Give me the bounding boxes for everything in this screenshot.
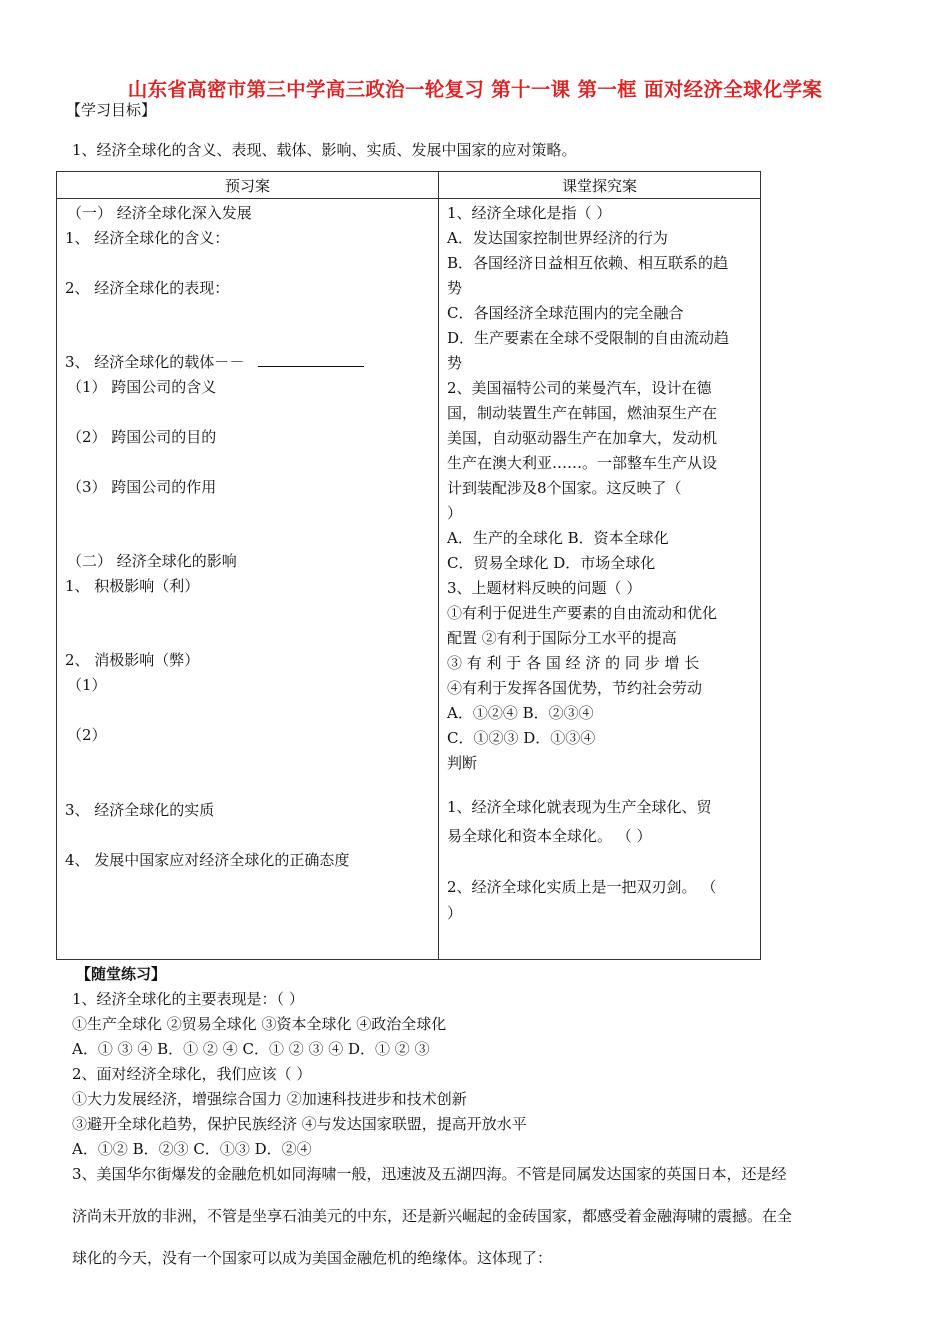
judge-2-line-1: 2、经济全球化实质上是一把双刃剑。 （	[447, 878, 717, 896]
study-table	[56, 171, 761, 960]
q3-item-1: ①有利于促进生产要素的自由流动和优化	[447, 604, 718, 622]
item-negative-1: （1）	[67, 676, 107, 694]
goal-1: 1、经济全球化的含义、表现、载体、影响、实质、发展中国家的应对策略。	[72, 141, 577, 159]
q3-options-cd: C．①②③ D．①③④	[447, 729, 596, 747]
q2-stem-2: 国，制动装置生产在韩国，燃油泵生产在	[447, 404, 718, 422]
q1-option-d-cont: 势	[447, 354, 463, 372]
practice-q1-options: A．① ③ ④ B．① ② ④ C．① ② ③ ④ D．① ② ③	[72, 1040, 430, 1058]
judge-heading: 判断	[447, 754, 478, 772]
section-2-heading: （二） 经济全球化的影响	[67, 552, 237, 570]
q1-option-c: C．各国经济全球范围内的完全融合	[447, 304, 684, 322]
practice-q1-stem: 1、经济全球化的主要表现是：（ ）	[72, 990, 304, 1008]
q1-option-d: D．生产要素在全球不受限制的自由流动趋	[447, 329, 730, 347]
item-meaning: 1、 经济全球化的含义：	[65, 229, 230, 247]
item-attitude: 4、 发展中国家应对经济全球化的正确态度	[65, 851, 350, 869]
header-inquiry: 课堂探究案	[439, 172, 761, 199]
item-negative-2: （2）	[67, 726, 107, 744]
q3-options-ab: A．①②④ B．②③④	[447, 704, 594, 722]
q2-options-ab: A．生产的全球化 B．资本全球化	[447, 529, 669, 547]
q3-item-3: ③ 有 利 于 各 国 经 济 的 同 步 增 长	[447, 654, 700, 672]
practice-q2-items-1: ①大力发展经济，增强综合国力 ②加速科技进步和技术创新	[72, 1090, 467, 1108]
preview-column	[57, 199, 439, 960]
practice-q2-stem: 2、面对经济全球化，我们应该（ ）	[72, 1065, 312, 1083]
practice-q3-line-2: 济尚未开放的非洲，不管是坐享石油美元的中东，还是新兴崛起的金砖国家，都感受着金融海啸的震撼。在全	[72, 1207, 793, 1225]
practice-q3-line-3: 球化的今天，没有一个国家可以成为美国金融危机的绝缘体。这体现了：	[72, 1249, 553, 1267]
item-carrier-label: 3、 经济全球化的载体－－	[65, 353, 245, 371]
item-mnc-role: （3） 跨国公司的作用	[67, 478, 217, 496]
q2-stem-1: 2、美国福特公司的莱曼汽车，设计在德	[447, 379, 712, 397]
q2-stem-6: ）	[447, 504, 463, 522]
section-1-heading: （一） 经济全球化深入发展	[67, 204, 252, 222]
item-essence: 3、 经济全球化的实质	[65, 801, 215, 819]
q2-stem-4: 生产在澳大利亚……。一部整车生产从设	[447, 454, 718, 472]
judge-2-line-2: ）	[447, 904, 463, 922]
carrier-blank-line	[258, 352, 364, 367]
item-mnc-meaning: （1） 跨国公司的含义	[67, 378, 217, 396]
item-mnc-purpose: （2） 跨国公司的目的	[67, 428, 217, 446]
q3-item-2: 配置 ②有利于国际分工水平的提高	[447, 629, 677, 647]
goals-header: 【学习目标】	[66, 101, 157, 119]
practice-q2-items-2: ③避开全球化趋势，保护民族经济 ④与发达国家联盟，提高开放水平	[72, 1115, 527, 1133]
q2-options-cd: C．贸易全球化 D．市场全球化	[447, 554, 656, 572]
inquiry-column	[439, 199, 761, 960]
q1-option-b: B．各国经济日益相互依赖、相互联系的趋	[447, 254, 729, 272]
practice-q1-items: ①生产全球化 ②贸易全球化 ③资本全球化 ④政治全球化	[72, 1015, 447, 1033]
q2-stem-3: 美国，自动驱动器生产在加拿大，发动机	[447, 429, 718, 447]
header-preview: 预习案	[57, 172, 439, 199]
judge-1-line-2: 易全球化和资本全球化。 （ ）	[447, 827, 652, 845]
q1-stem: 1、经济全球化是指（ ）	[447, 204, 612, 222]
item-carrier	[65, 352, 364, 372]
q2-stem-5: 计到装配涉及8个国家。这反映了（	[447, 479, 682, 497]
item-manifestation: 2、 经济全球化的表现：	[65, 279, 230, 297]
practice-header: 【随堂练习】	[76, 965, 167, 983]
q3-item-4: ④有利于发挥各国优势，节约社会劳动	[447, 679, 703, 697]
practice-q3-line-1: 3、美国华尔街爆发的金融危机如同海啸一般，迅速波及五湖四海。不管是同属发达国家的英国日本，还是经	[72, 1165, 787, 1183]
item-negative: 2、 消极影响（弊）	[65, 651, 200, 669]
q1-option-a: A．发达国家控制世界经济的行为	[447, 229, 668, 247]
q1-option-b-cont: 势	[447, 279, 463, 297]
page-title: 山东省高密市第三中学高三政治一轮复习 第十一课 第一框 面对经济全球化学案	[127, 78, 823, 101]
item-positive: 1、 积极影响（利）	[65, 577, 200, 595]
practice-q2-options: A．①② B．②③ C．①③ D．②④	[72, 1140, 312, 1158]
judge-1-line-1: 1、经济全球化就表现为生产全球化、贸	[447, 798, 712, 816]
q3-stem: 3、上题材料反映的问题（ ）	[447, 579, 642, 597]
